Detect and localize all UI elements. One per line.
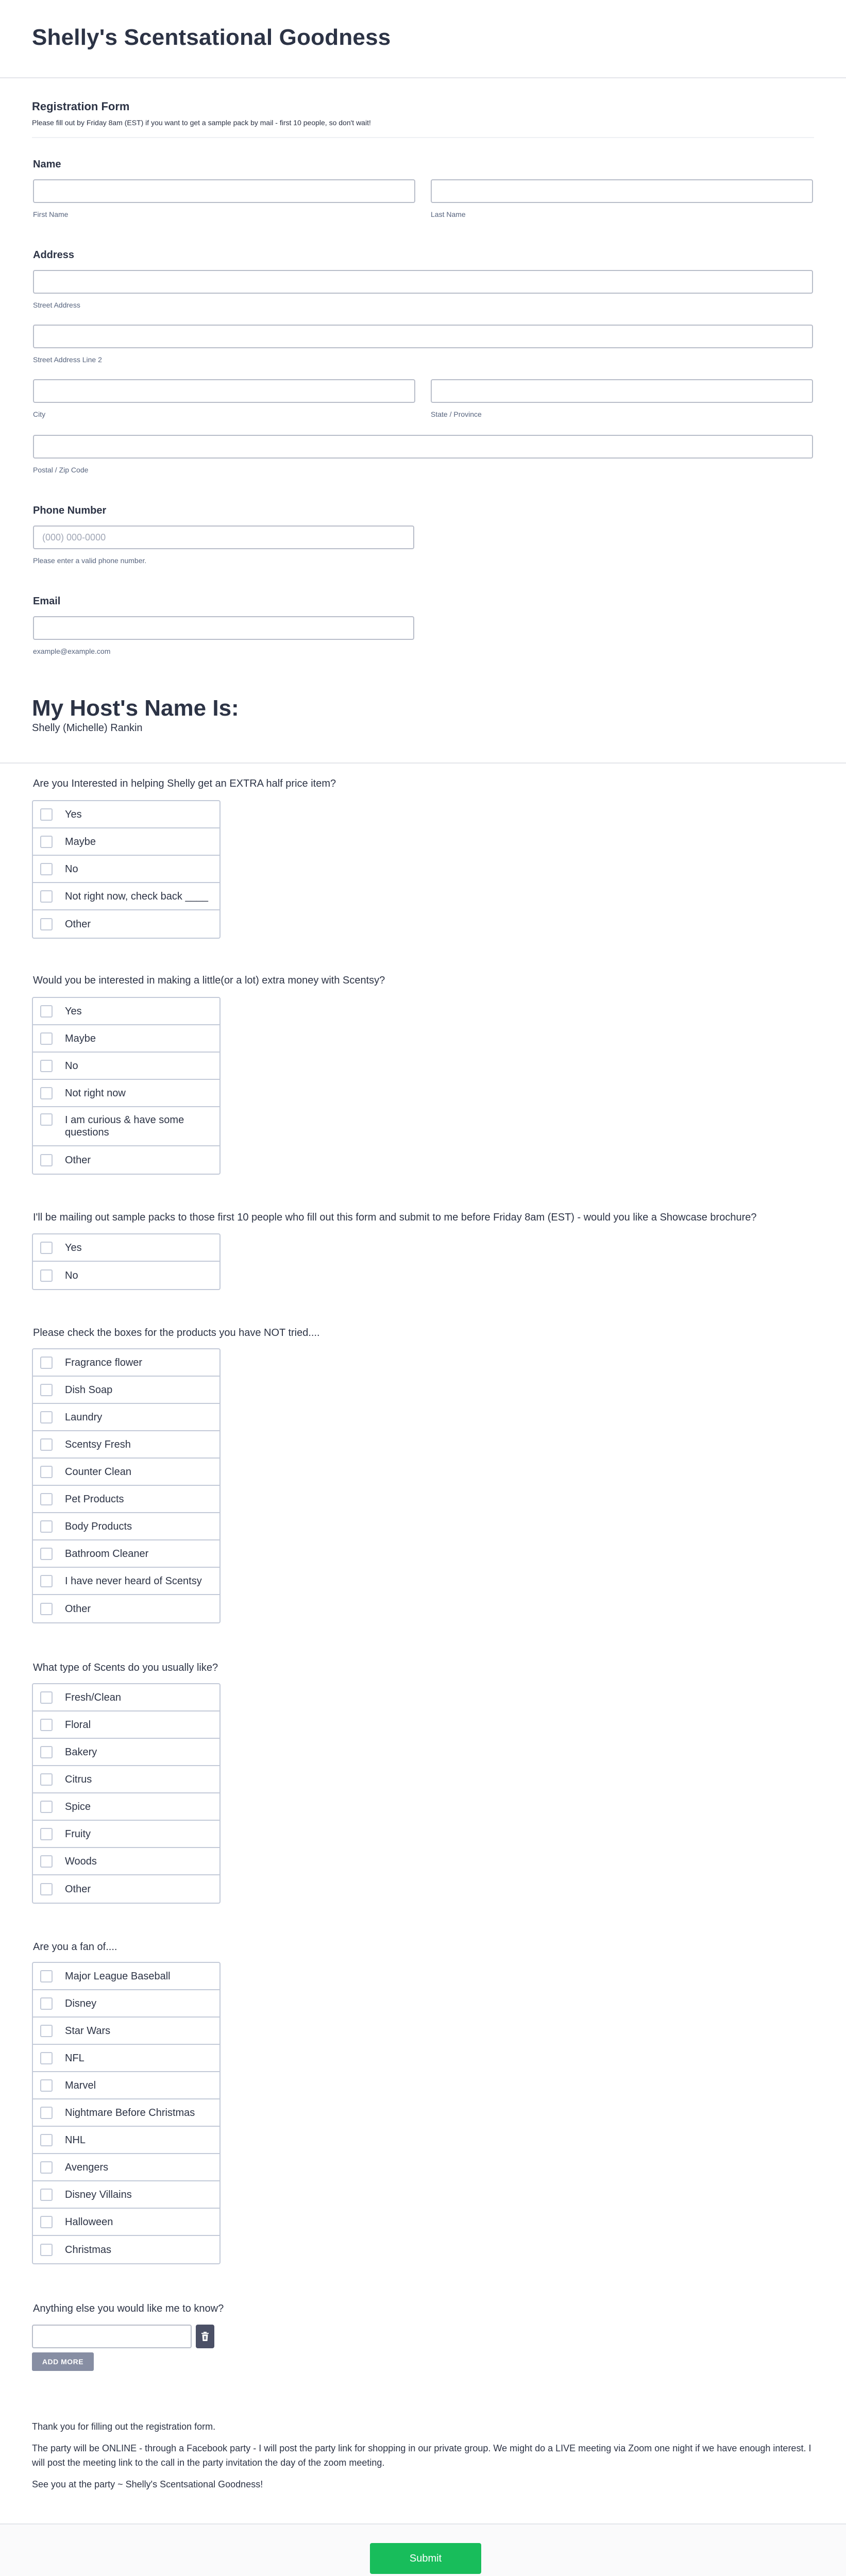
- option-label: Pet Products: [65, 1493, 124, 1505]
- delete-button[interactable]: [196, 2325, 214, 2348]
- checkbox[interactable]: [40, 1087, 53, 1099]
- anything-else-input[interactable]: [32, 2325, 192, 2348]
- q2-option[interactable]: [33, 1107, 219, 1146]
- checkbox[interactable]: [40, 1242, 53, 1254]
- q1-option[interactable]: [33, 801, 219, 828]
- option-label: Marvel: [65, 2079, 96, 2091]
- checkbox[interactable]: [40, 1269, 53, 1282]
- last-name-sublabel: Last Name: [431, 210, 466, 218]
- option-label: Avengers: [65, 2161, 109, 2173]
- option-label: Star Wars: [65, 2025, 111, 2037]
- q4-options: [32, 1348, 221, 1623]
- q1-option[interactable]: [33, 910, 219, 938]
- option-label: Disney: [65, 1997, 97, 2009]
- option-label: Floral: [65, 1719, 91, 1731]
- option-label: I have never heard of Scentsy: [65, 1575, 202, 1587]
- q5-title: What type of Scents do you usually like?: [33, 1662, 218, 1673]
- option-label: No: [65, 1060, 78, 1072]
- q6-option[interactable]: [33, 2018, 219, 2045]
- q5-option[interactable]: [33, 1684, 219, 1711]
- option-label: NFL: [65, 2052, 84, 2064]
- q1-options: [32, 800, 221, 939]
- email-input[interactable]: [33, 616, 414, 640]
- q2-option[interactable]: [33, 1025, 219, 1053]
- q6-title: Are you a fan of....: [33, 1941, 117, 1953]
- q2-option[interactable]: [33, 998, 219, 1025]
- q4-option[interactable]: [33, 1459, 219, 1486]
- thank-you-line-1: Thank you for filling out the registration form.: [32, 2421, 216, 2432]
- q5-option[interactable]: [33, 1793, 219, 1821]
- q4-option[interactable]: [33, 1431, 219, 1459]
- q5-option[interactable]: [33, 1848, 219, 1875]
- q4-title: Please check the boxes for the products you have NOT tried....: [33, 1327, 320, 1338]
- q6-options: [32, 1962, 221, 2264]
- checkbox[interactable]: [40, 2025, 53, 2037]
- checkbox[interactable]: [40, 1384, 53, 1396]
- q5-option[interactable]: [33, 1821, 219, 1848]
- option-label: Not right now: [65, 1087, 126, 1099]
- option-label: Other: [65, 1603, 91, 1615]
- checkbox[interactable]: [40, 836, 53, 848]
- postal-code-input[interactable]: [33, 435, 813, 459]
- checkbox[interactable]: [40, 1855, 53, 1868]
- q6-option[interactable]: [33, 2045, 219, 2072]
- first-name-input[interactable]: [33, 179, 415, 203]
- registration-subtitle: Please fill out by Friday 8am (EST) if you want to get a sample pack by mail - first 10 people, so don't wait!: [32, 118, 371, 127]
- q7-title: Anything else you would like me to know?: [33, 2303, 224, 2314]
- phone-sublabel: Please enter a valid phone number.: [33, 556, 147, 565]
- option-label: Woods: [65, 1855, 97, 1867]
- option-label: Other: [65, 1154, 91, 1166]
- postal-code-sublabel: Postal / Zip Code: [33, 466, 89, 474]
- checkbox[interactable]: [40, 1113, 53, 1126]
- checkbox[interactable]: [40, 1438, 53, 1451]
- q4-option[interactable]: [33, 1595, 219, 1622]
- q6-option[interactable]: [33, 1963, 219, 1990]
- checkbox[interactable]: [40, 1746, 53, 1758]
- submit-button[interactable]: Submit: [370, 2543, 481, 2574]
- option-label: Fragrance flower: [65, 1357, 143, 1368]
- checkbox[interactable]: [40, 918, 53, 930]
- q6-option[interactable]: [33, 2209, 219, 2236]
- host-title: My Host's Name Is:: [32, 696, 239, 721]
- option-label: Maybe: [65, 1032, 96, 1044]
- q6-option[interactable]: [33, 2099, 219, 2127]
- checkbox[interactable]: [40, 1005, 53, 1018]
- option-label: Yes: [65, 808, 82, 820]
- option-label: Other: [65, 918, 91, 930]
- checkbox[interactable]: [40, 1548, 53, 1560]
- q6-option[interactable]: [33, 1990, 219, 2018]
- option-label: Halloween: [65, 2216, 113, 2228]
- checkbox[interactable]: [40, 1411, 53, 1423]
- checkbox[interactable]: [40, 1828, 53, 1840]
- checkbox[interactable]: [40, 1691, 53, 1704]
- q2-options: [32, 997, 221, 1175]
- q2-option[interactable]: [33, 1146, 219, 1174]
- checkbox[interactable]: [40, 2079, 53, 2092]
- phone-input[interactable]: (000) 000-0000: [33, 526, 414, 549]
- state-sublabel: State / Province: [431, 410, 482, 418]
- q4-option[interactable]: [33, 1349, 219, 1377]
- street-address-2-sublabel: Street Address Line 2: [33, 355, 102, 364]
- option-label: Fruity: [65, 1828, 91, 1840]
- q2-option[interactable]: [33, 1053, 219, 1080]
- q5-option[interactable]: [33, 1711, 219, 1739]
- state-input[interactable]: [431, 379, 813, 403]
- q4-option[interactable]: [33, 1486, 219, 1513]
- option-label: Fresh/Clean: [65, 1691, 121, 1703]
- q4-option[interactable]: [33, 1404, 219, 1431]
- checkbox[interactable]: [40, 1032, 53, 1045]
- q6-option[interactable]: [33, 2154, 219, 2181]
- option-label: NHL: [65, 2134, 86, 2146]
- thank-you-line-2: The party will be ONLINE - through a Facebook party - I will post the party link for shopping in our private group. We might do a LIVE meeting via Zoom one night if we have enough interest. I will post the meeting link to the call in the party invitation the day of the zoom meeting.: [32, 2443, 811, 2468]
- checkbox[interactable]: [40, 1466, 53, 1478]
- checkbox[interactable]: [40, 2244, 53, 2256]
- q4-option[interactable]: [33, 1513, 219, 1540]
- form-footer: [0, 2523, 846, 2576]
- checkbox[interactable]: [40, 1883, 53, 1895]
- last-name-input[interactable]: [431, 179, 813, 203]
- option-label: Body Products: [65, 1520, 132, 1532]
- name-label: Name: [33, 159, 61, 170]
- checkbox[interactable]: [40, 2189, 53, 2201]
- checkbox[interactable]: [40, 2052, 53, 2064]
- host-name: Shelly (Michelle) Rankin: [32, 722, 143, 734]
- add-more-button[interactable]: ADD MORE: [32, 2352, 94, 2371]
- street-address-2-input[interactable]: [33, 325, 813, 348]
- q2-title: Would you be interested in making a little(or a lot) extra money with Scentsy?: [33, 975, 385, 986]
- thank-you-text: [32, 2419, 814, 2492]
- q1-option[interactable]: [33, 856, 219, 883]
- q4-option[interactable]: [33, 1540, 219, 1568]
- checkbox[interactable]: [40, 890, 53, 903]
- option-label: Dish Soap: [65, 1384, 113, 1396]
- email-sublabel: example@example.com: [33, 647, 111, 655]
- city-input[interactable]: [33, 379, 415, 403]
- checkbox[interactable]: [40, 2107, 53, 2119]
- option-label: Counter Clean: [65, 1466, 131, 1478]
- checkbox[interactable]: [40, 2161, 53, 2174]
- option-label: Bathroom Cleaner: [65, 1548, 149, 1560]
- checkbox[interactable]: [40, 1357, 53, 1369]
- checkbox[interactable]: [40, 863, 53, 875]
- q2-option[interactable]: [33, 1080, 219, 1107]
- option-label: Not right now, check back ____: [65, 890, 208, 902]
- q6-option[interactable]: [33, 2127, 219, 2154]
- address-label: Address: [33, 249, 75, 261]
- registration-title: Registration Form: [32, 100, 130, 113]
- option-label: Disney Villains: [65, 2189, 132, 2200]
- option-label: Yes: [65, 1242, 82, 1253]
- checkbox[interactable]: [40, 1719, 53, 1731]
- option-label: Yes: [65, 1005, 82, 1017]
- street-address-input[interactable]: [33, 270, 813, 294]
- checkbox[interactable]: [40, 1773, 53, 1786]
- q6-option[interactable]: [33, 2236, 219, 2263]
- q6-option[interactable]: [33, 2072, 219, 2099]
- option-label: Major League Baseball: [65, 1970, 171, 1982]
- q5-options: [32, 1683, 221, 1904]
- q3-title: I'll be mailing out sample packs to those first 10 people who fill out this form and submit to me before Friday 8am (EST) - would you like a Showcase brochure?: [33, 1212, 757, 1223]
- option-label: Bakery: [65, 1746, 97, 1758]
- first-name-sublabel: First Name: [33, 210, 69, 218]
- option-label: I am curious & have some questions: [65, 1114, 184, 1138]
- q5-option[interactable]: [33, 1875, 219, 1903]
- option-label: No: [65, 863, 78, 875]
- city-sublabel: City: [33, 410, 46, 418]
- q4-option[interactable]: [33, 1377, 219, 1404]
- checkbox[interactable]: [40, 1801, 53, 1813]
- form-header: [0, 0, 846, 78]
- option-label: Spice: [65, 1801, 91, 1812]
- q3-option[interactable]: [33, 1262, 219, 1289]
- registration-heading: [32, 78, 814, 138]
- checkbox[interactable]: [40, 1997, 53, 2010]
- checkbox[interactable]: [40, 1520, 53, 1533]
- q3-option[interactable]: [33, 1234, 219, 1262]
- thank-you-line-3: See you at the party ~ Shelly's Scentsational Goodness!: [32, 2479, 263, 2489]
- option-label: Christmas: [65, 2244, 112, 2256]
- checkbox[interactable]: [40, 1970, 53, 1982]
- q1-option[interactable]: [33, 883, 219, 910]
- checkbox[interactable]: [40, 2216, 53, 2228]
- q3-options: [32, 1233, 221, 1290]
- checkbox[interactable]: [40, 1575, 53, 1587]
- q6-option[interactable]: [33, 2181, 219, 2209]
- host-divider: [0, 762, 846, 764]
- checkbox[interactable]: [40, 808, 53, 821]
- q1-option[interactable]: [33, 828, 219, 856]
- checkbox[interactable]: [40, 1603, 53, 1615]
- checkbox[interactable]: [40, 1060, 53, 1072]
- checkbox[interactable]: [40, 2134, 53, 2146]
- q5-option[interactable]: [33, 1739, 219, 1766]
- trash-icon: [201, 2332, 209, 2341]
- street-address-sublabel: Street Address: [33, 301, 80, 309]
- q4-option[interactable]: [33, 1568, 219, 1595]
- option-label: Other: [65, 1883, 91, 1895]
- q5-option[interactable]: [33, 1766, 219, 1793]
- email-label: Email: [33, 596, 61, 607]
- option-label: No: [65, 1269, 78, 1281]
- option-label: Citrus: [65, 1773, 92, 1785]
- checkbox[interactable]: [40, 1154, 53, 1166]
- option-label: Scentsy Fresh: [65, 1438, 131, 1450]
- option-label: Nightmare Before Christmas: [65, 2107, 195, 2119]
- checkbox[interactable]: [40, 1493, 53, 1505]
- option-label: Laundry: [65, 1411, 103, 1423]
- form-title: Shelly's Scentsational Goodness: [32, 25, 391, 50]
- q1-title: Are you Interested in helping Shelly get an EXTRA half price item?: [33, 778, 336, 789]
- phone-label: Phone Number: [33, 505, 107, 516]
- option-label: Maybe: [65, 836, 96, 848]
